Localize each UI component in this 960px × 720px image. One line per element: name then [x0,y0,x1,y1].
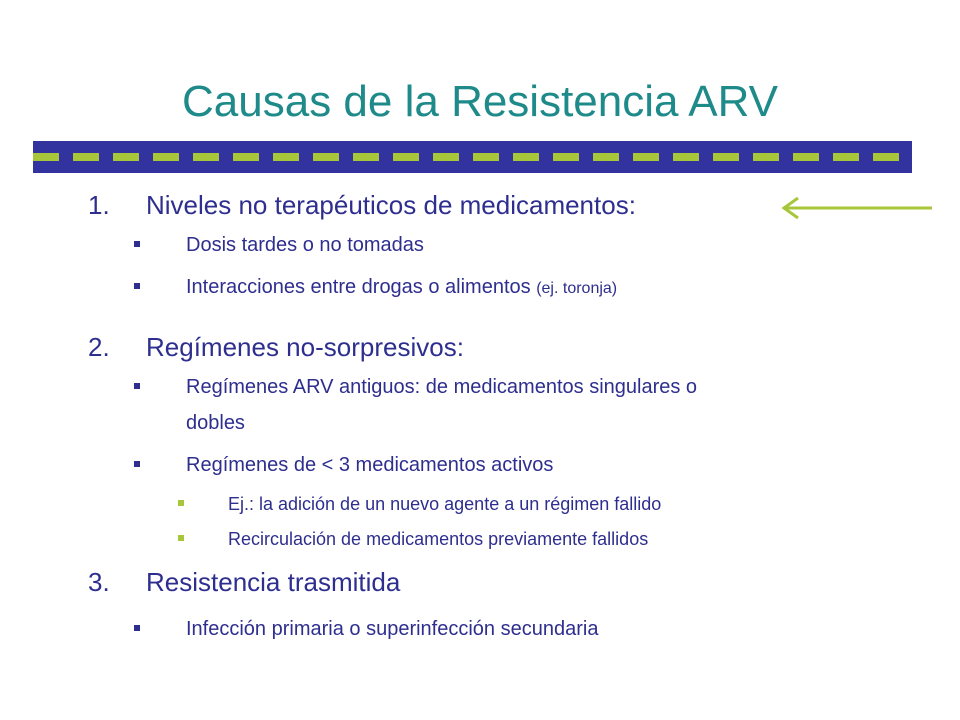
sub-item [134,616,599,642]
example-note: (ej. toronja) [536,280,618,297]
sub-item-text: Interacciones entre drogas o alimentos (ej. toronja) [186,276,618,298]
slide-title: Causas de la Resistencia ARV [182,77,778,126]
sub-item [134,452,554,478]
sub-item-continuation: dobles [186,412,245,434]
sub-sub-item [178,492,662,516]
list-item-2 [88,331,464,363]
sub-sub-item-text: Recirculación de medicamentos previamente fallidos [228,529,649,549]
item-number: 1. [88,190,110,220]
item-number: 3. [88,567,110,597]
item-text: Regímenes no-sorpresivos: [146,332,464,362]
sub-item-text: Dosis tardes o no tomadas [186,234,424,256]
square-bullet-icon [134,283,140,289]
sub-item [134,274,618,300]
list-item-1 [88,189,636,221]
item-text: Niveles no terapéuticos de medicamentos: [146,190,636,220]
sub-item-text: Regímenes ARV antiguos: de medicamentos singulares o [186,376,698,398]
item-text: Resistencia trasmitida [146,567,401,597]
sub-item-text: Regímenes de < 3 medicamentos activos [186,454,554,476]
square-bullet-icon [178,535,184,541]
sub-item [134,374,698,400]
sub-sub-item-text: Ej.: la adición de un nuevo agente a un régimen fallido [228,494,662,514]
sub-item-text: Infección primaria o superinfección secundaria [186,618,599,640]
square-bullet-icon [178,500,184,506]
square-bullet-icon [134,241,140,247]
list-item-3 [88,566,400,598]
sub-item [134,232,424,258]
square-bullet-icon [134,383,140,389]
square-bullet-icon [134,625,140,631]
item-number: 2. [88,332,110,362]
square-bullet-icon [134,461,140,467]
sub-sub-item [178,527,649,551]
